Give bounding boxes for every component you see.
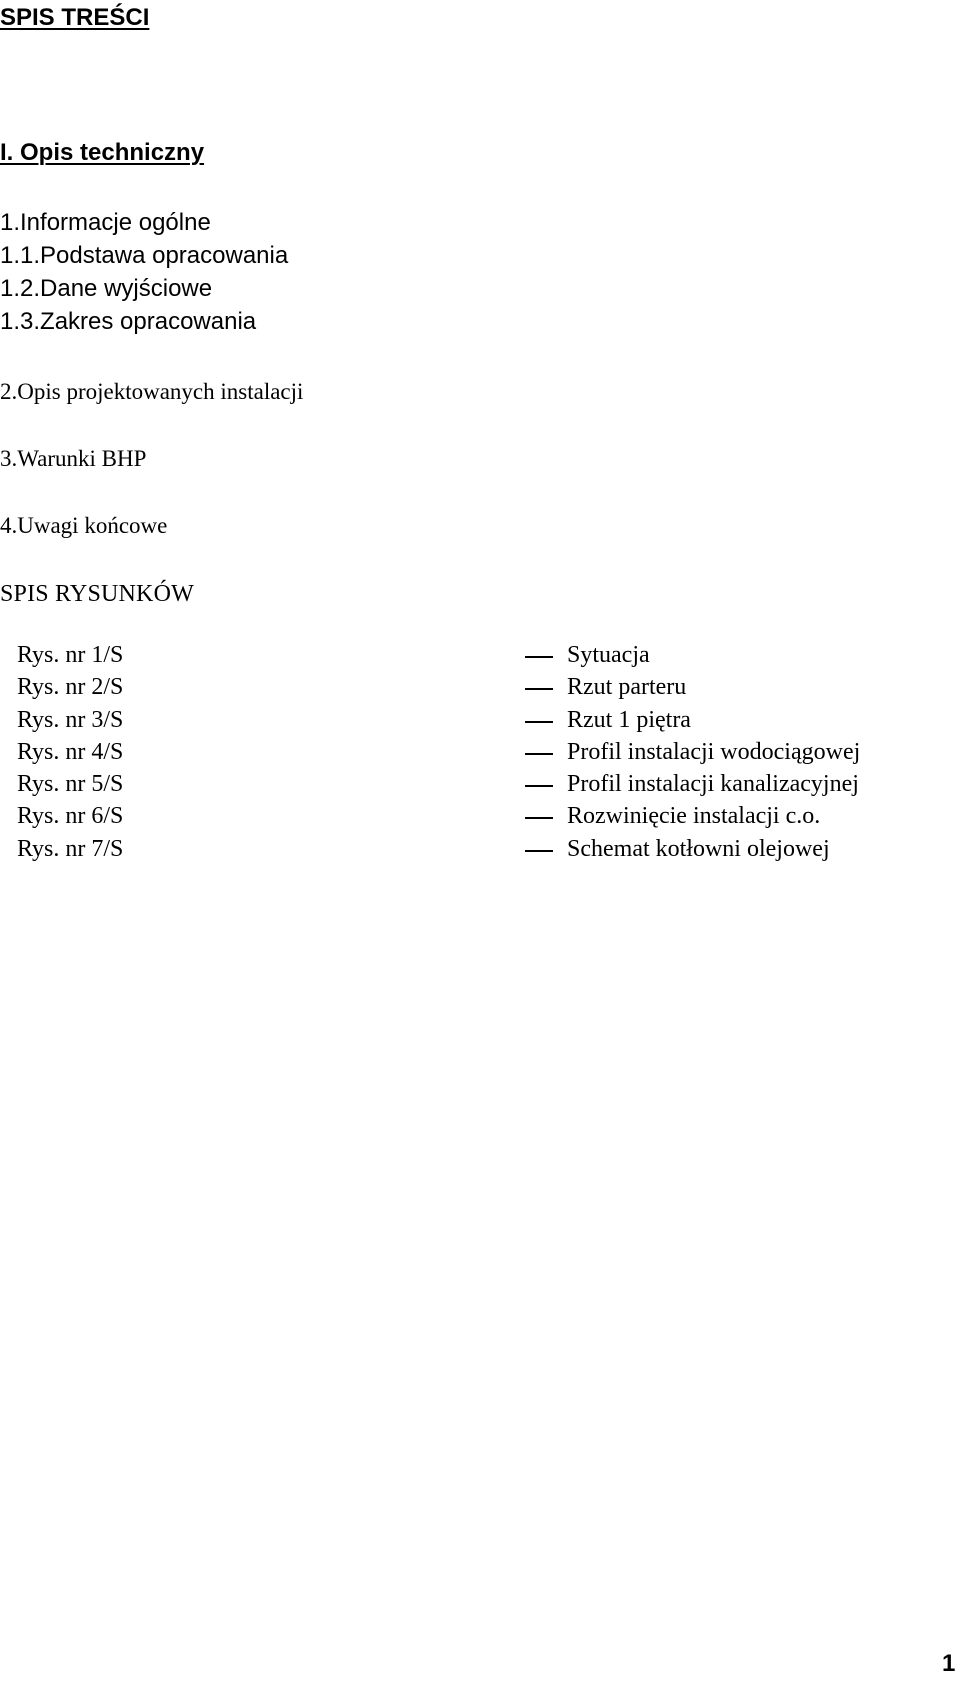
drawing-number: Rys. nr 5/S: [17, 771, 124, 798]
drawing-row: [17, 768, 917, 800]
toc-item: 1.1.Podstawa opracowania: [0, 242, 289, 269]
toc-item: 1.3.Zakres opracowania: [0, 308, 257, 335]
drawing-description: Profil instalacji wodociągowej: [567, 738, 861, 765]
dash-separator: [525, 688, 553, 690]
drawing-number: Rys. nr 6/S: [17, 803, 124, 830]
dash-separator: [525, 753, 553, 755]
drawing-number: Rys. nr 7/S: [17, 835, 124, 862]
drawing-number: Rys. nr 1/S: [17, 642, 124, 668]
drawing-description: Sytuacja: [567, 642, 650, 668]
drawing-description: Rozwinięcie instalacji c.o.: [567, 803, 821, 830]
toc-item: 1.2.Dane wyjściowe: [0, 275, 213, 302]
drawing-row: [17, 833, 917, 865]
drawing-description: Schemat kotłowni olejowej: [567, 835, 830, 862]
drawing-row: [17, 671, 917, 703]
dash-separator: [525, 850, 553, 852]
toc-item: 1.Informacje ogólne: [0, 209, 211, 236]
drawing-number: Rys. nr 2/S: [17, 674, 124, 701]
dash-separator: [525, 721, 553, 723]
dash-separator: [525, 817, 553, 819]
document-title: SPIS TREŚCI: [0, 4, 150, 31]
drawing-row: [17, 639, 917, 671]
toc-item: 4.Uwagi końcowe: [0, 513, 168, 538]
toc-item: 3.Warunki BHP: [0, 446, 147, 471]
drawing-description: Profil instalacji kanalizacyjnej: [567, 771, 859, 798]
drawing-row: [17, 704, 917, 736]
dash-separator: [525, 785, 553, 787]
drawing-row: [17, 800, 917, 832]
drawings-list: [17, 639, 917, 865]
drawing-description: Rzut parteru: [567, 674, 687, 701]
drawing-number: Rys. nr 4/S: [17, 738, 124, 765]
section-title: I. Opis techniczny: [0, 139, 205, 166]
drawings-title: SPIS RYSUNKÓW: [0, 581, 194, 607]
page-number: 1: [942, 1650, 956, 1677]
drawing-number: Rys. nr 3/S: [17, 706, 124, 733]
dash-separator: [525, 656, 553, 658]
drawing-row: [17, 736, 917, 768]
drawing-description: Rzut 1 piętra: [567, 706, 691, 733]
toc-item: 2.Opis projektowanych instalacji: [0, 379, 304, 404]
